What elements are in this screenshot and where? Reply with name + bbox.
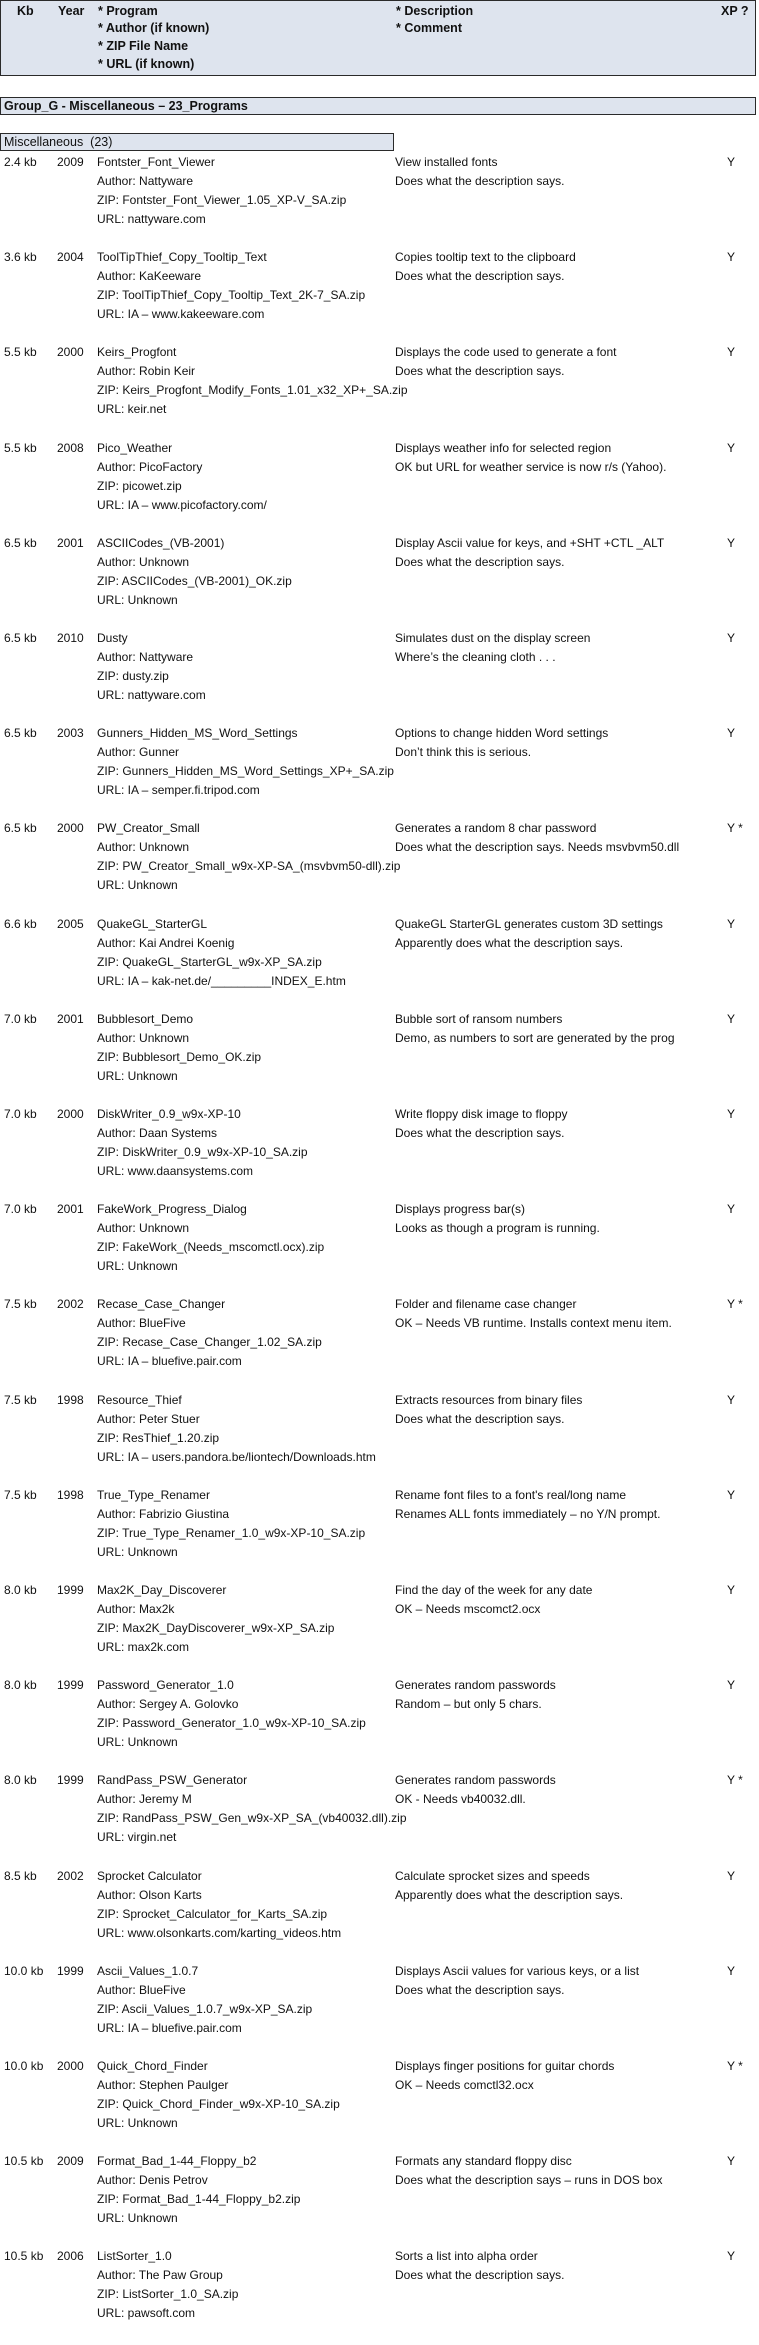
- entry-year: 2001: [57, 1202, 84, 1217]
- entry-program-name: DiskWriter_0.9_w9x-XP-10: [97, 1107, 241, 1121]
- entry-description: Find the day of the week for any date: [395, 1583, 593, 1597]
- program-entry: [0, 724, 759, 819]
- entry-year: 2000: [57, 1107, 84, 1121]
- entry-description: Generates random passwords: [395, 1773, 556, 1788]
- entry-description: Options to change hidden Word settings: [395, 726, 609, 741]
- entry-author: Author: Kai Andrei Koenig: [97, 935, 235, 950]
- entry-zip-file: ZIP: Password_Generator_1.0_w9x-XP-10_SA.zip: [97, 1716, 366, 1731]
- program-entry: [0, 2247, 759, 2342]
- entry-description: Displays finger positions for guitar chords: [395, 2059, 615, 2073]
- entry-zip-file: ZIP: ResThief_1.20.zip: [97, 1430, 220, 1445]
- entry-program-name: Sprocket Calculator: [97, 1868, 202, 1883]
- entry-program-name: Keirs_Progfont: [97, 345, 177, 360]
- entry-program-name: Recase_Case_Changer: [97, 1297, 226, 1312]
- entry-xp-status: Y *: [727, 1773, 743, 1788]
- entry-author: Author: Unknown: [97, 1221, 190, 1236]
- entry-author: Author: Gunner: [97, 745, 180, 760]
- program-entry: [0, 248, 759, 343]
- header-url: * URL (if known): [98, 57, 195, 71]
- entry-year: 1999: [57, 1678, 84, 1693]
- entry-year: 2008: [57, 440, 84, 455]
- entry-comment: OK - Needs vb40032.dll.: [395, 1792, 526, 1807]
- entry-comment: Random – but only 5 chars.: [395, 1697, 542, 1712]
- entry-program-name: Format_Bad_1-44_Floppy_b2: [97, 2154, 257, 2169]
- entry-xp-status: Y: [727, 1868, 736, 1883]
- entry-url: URL: keir.net: [97, 402, 167, 417]
- entry-author: Author: Jeremy M: [97, 1792, 192, 1807]
- entry-url: URL: Unknown: [97, 2211, 178, 2226]
- entry-author: Author: Stephen Paulger: [97, 2078, 229, 2092]
- program-entry: [0, 343, 759, 438]
- entry-comment: Don’t think this is serious.: [395, 745, 532, 760]
- entry-size: 7.5 kb: [4, 1297, 37, 1312]
- entry-url: URL: nattyware.com: [97, 212, 206, 226]
- entry-description: QuakeGL StarterGL generates custom 3D settings: [395, 916, 663, 931]
- header-description: * Description: [396, 4, 474, 18]
- entry-year: 2001: [57, 1011, 84, 1026]
- entry-url: URL: Unknown: [97, 1735, 178, 1750]
- entry-xp-status: Y: [727, 345, 736, 360]
- program-entry: [0, 2057, 759, 2152]
- entry-author: Author: Unknown: [97, 1030, 190, 1045]
- entry-year: 1999: [57, 1963, 84, 1978]
- entry-url: URL: IA – kak-net.de/_________INDEX_E.htm: [97, 973, 346, 988]
- entry-size: 5.5 kb: [4, 345, 37, 360]
- entry-size: 6.6 kb: [4, 916, 37, 931]
- entry-zip-file: ZIP: picowet.zip: [97, 478, 182, 493]
- entry-url: URL: Unknown: [97, 1259, 178, 1274]
- program-entry: [0, 1391, 759, 1486]
- program-entry: [0, 534, 759, 629]
- entry-author: Author: Unknown: [97, 554, 190, 569]
- entry-program-name: Fontster_Font_Viewer: [97, 155, 215, 169]
- entry-zip-file: ZIP: Max2K_DayDiscoverer_w9x-XP_SA.zip: [97, 1621, 335, 1635]
- entry-comment: Apparently does what the description says.: [395, 1887, 624, 1902]
- program-entry: [0, 629, 759, 724]
- entry-description: Simulates dust on the display screen: [395, 631, 591, 645]
- entry-xp-status: Y *: [727, 821, 743, 836]
- entry-description: Folder and filename case changer: [395, 1297, 577, 1312]
- entry-year: 2003: [57, 726, 84, 741]
- entry-size: 8.0 kb: [4, 1583, 37, 1597]
- entry-zip-file: ZIP: ListSorter_1.0_SA.zip: [97, 2287, 239, 2302]
- entry-description: Copies tooltip text to the clipboard: [395, 250, 576, 265]
- entry-year: 2001: [57, 535, 84, 550]
- entry-comment: Does what the description says.: [395, 174, 565, 188]
- entry-zip-file: ZIP: PW_Creator_Small_w9x-XP-SA_(msvbvm50-dll).zip: [97, 859, 401, 874]
- entry-comment: Does what the description says.: [395, 1982, 565, 1997]
- entry-zip-file: ZIP: Sprocket_Calculator_for_Karts_SA.zip: [97, 1906, 328, 1921]
- entry-url: URL: Unknown: [97, 1068, 178, 1083]
- entry-xp-status: Y: [727, 2154, 736, 2169]
- entry-size: 6.5 kb: [4, 821, 37, 836]
- entry-comment: OK but URL for weather service is now r/s (Yahoo).: [395, 459, 667, 474]
- entry-xp-status: Y: [727, 1487, 736, 1502]
- program-entry: [0, 439, 759, 534]
- entry-description: Displays Ascii values for various keys, or a list: [395, 1963, 640, 1978]
- entry-year: 2002: [57, 1297, 84, 1312]
- entry-comment: OK – Needs mscomct2.ocx: [395, 1602, 541, 1616]
- entry-url: URL: IA – semper.fi.tripod.com: [97, 783, 260, 798]
- entry-size: 7.0 kb: [4, 1202, 37, 1217]
- entry-zip-file: ZIP: Format_Bad_1-44_Floppy_b2.zip: [97, 2192, 301, 2207]
- entry-zip-file: ZIP: Bubblesort_Demo_OK.zip: [97, 1049, 262, 1064]
- entry-size: 7.5 kb: [4, 1392, 37, 1407]
- header-comment: * Comment: [396, 21, 462, 35]
- entry-zip-file: ZIP: dusty.zip: [97, 669, 169, 683]
- entry-size: 10.5 kb: [4, 2249, 44, 2264]
- entry-size: 6.5 kb: [4, 535, 37, 550]
- entry-year: 2005: [57, 916, 84, 931]
- entry-program-name: ASCIICodes_(VB-2001): [97, 535, 225, 550]
- header-year: Year: [58, 4, 85, 18]
- entry-xp-status: Y: [727, 1583, 736, 1597]
- entry-size: 6.5 kb: [4, 726, 37, 741]
- column-header-box: [0, 0, 756, 76]
- entry-xp-status: Y: [727, 1202, 736, 1217]
- entry-xp-status: Y: [727, 535, 736, 550]
- entry-author: Author: The Paw Group: [97, 2268, 223, 2283]
- entry-url: URL: IA – users.pandora.be/liontech/Downloads.htm: [97, 1449, 376, 1464]
- entry-url: URL: Unknown: [97, 592, 178, 607]
- entry-size: 6.5 kb: [4, 631, 37, 645]
- entry-zip-file: ZIP: FakeWork_(Needs_mscomctl.ocx).zip: [97, 1240, 325, 1255]
- entry-xp-status: Y: [727, 1963, 736, 1978]
- entry-description: Formats any standard floppy disc: [395, 2154, 572, 2169]
- entry-url: URL: IA – bluefive.pair.com: [97, 2020, 242, 2035]
- entry-url: URL: virgin.net: [97, 1830, 177, 1845]
- entry-comment: Renames ALL fonts immediately – no Y/N prompt.: [395, 1506, 661, 1521]
- entry-url: URL: IA – www.picofactory.com/: [97, 497, 267, 512]
- entry-url: URL: www.olsonkarts.com/karting_videos.htm: [97, 1925, 342, 1940]
- entry-description: Calculate sprocket sizes and speeds: [395, 1868, 590, 1883]
- entry-size: 10.0 kb: [4, 2059, 44, 2073]
- entry-zip-file: ZIP: Recase_Case_Changer_1.02_SA.zip: [97, 1335, 322, 1350]
- entry-year: 2002: [57, 1868, 84, 1883]
- entry-xp-status: Y *: [727, 2059, 743, 2073]
- header-program: * Program: [98, 4, 158, 18]
- program-entry: [0, 1581, 759, 1676]
- entry-url: URL: Unknown: [97, 1544, 178, 1559]
- entry-zip-file: ZIP: True_Type_Renamer_1.0_w9x-XP-10_SA.zip: [97, 1525, 366, 1540]
- entry-description: Generates random passwords: [395, 1678, 556, 1693]
- entry-description: Displays the code used to generate a font: [395, 345, 617, 360]
- entry-program-name: RandPass_PSW_Generator: [97, 1773, 248, 1788]
- entry-size: 7.0 kb: [4, 1011, 37, 1026]
- entry-year: 1998: [57, 1392, 84, 1407]
- entry-size: 7.5 kb: [4, 1487, 37, 1502]
- entry-year: 1999: [57, 1773, 84, 1788]
- header-author: * Author (if known): [98, 21, 210, 35]
- entry-xp-status: Y: [727, 250, 736, 265]
- program-entry: [0, 1867, 759, 1962]
- entry-author: Author: Olson Karts: [97, 1887, 202, 1902]
- entry-url: URL: nattyware.com: [97, 688, 206, 702]
- entry-zip-file: ZIP: Fontster_Font_Viewer_1.05_XP-V_SA.zip: [97, 193, 347, 207]
- entry-description: Extracts resources from binary files: [395, 1392, 583, 1407]
- entry-url: URL: pawsoft.com: [97, 2306, 196, 2321]
- entry-program-name: Max2K_Day_Discoverer: [97, 1583, 227, 1597]
- program-entry: [0, 1200, 759, 1295]
- entry-author: Author: Unknown: [97, 840, 190, 855]
- entry-zip-file: ZIP: QuakeGL_StarterGL_w9x-XP_SA.zip: [97, 954, 322, 969]
- entry-url: URL: max2k.com: [97, 1640, 190, 1654]
- entry-xp-status: Y: [727, 155, 736, 169]
- entry-description: Generates a random 8 char password: [395, 821, 597, 836]
- entry-zip-file: ZIP: ToolTipThief_Copy_Tooltip_Text_2K-7_SA.zip: [97, 288, 366, 303]
- entry-program-name: Resource_Thief: [97, 1392, 182, 1407]
- entry-size: 5.5 kb: [4, 440, 37, 455]
- entry-url: URL: IA – bluefive.pair.com: [97, 1354, 242, 1369]
- entry-description: Displays progress bar(s): [395, 1202, 526, 1217]
- entry-comment: Does what the description says.: [395, 364, 565, 379]
- entry-author: Author: Peter Stuer: [97, 1411, 200, 1426]
- entry-url: URL: Unknown: [97, 878, 178, 893]
- entry-author: Author: Robin Keir: [97, 364, 196, 379]
- entry-zip-file: ZIP: Gunners_Hidden_MS_Word_Settings_XP+_SA.zip: [97, 764, 394, 779]
- entry-size: 10.5 kb: [4, 2154, 44, 2169]
- entry-program-name: Gunners_Hidden_MS_Word_Settings: [97, 726, 298, 741]
- entry-year: 2000: [57, 821, 84, 836]
- entry-xp-status: Y: [727, 2249, 736, 2264]
- entry-year: 1999: [57, 1583, 84, 1597]
- entry-author: Author: BlueFive: [97, 1982, 186, 1997]
- entry-author: Author: Nattyware: [97, 650, 194, 664]
- program-entry: [0, 819, 759, 914]
- entry-program-name: QuakeGL_StarterGL: [97, 916, 208, 931]
- entry-year: 2010: [57, 631, 84, 645]
- entry-xp-status: Y: [727, 440, 736, 455]
- entry-url: URL: www.daansystems.com: [97, 1164, 254, 1178]
- entry-size: 2.4 kb: [4, 155, 37, 169]
- entry-author: Author: Sergey A. Golovko: [97, 1697, 239, 1712]
- entry-description: View installed fonts: [395, 155, 498, 169]
- program-entry: [0, 1010, 759, 1105]
- entry-zip-file: ZIP: DiskWriter_0.9_w9x-XP-10_SA.zip: [97, 1145, 308, 1159]
- entry-xp-status: Y: [727, 916, 736, 931]
- entry-comment: Does what the description says.: [395, 269, 565, 284]
- entry-comment: Does what the description says.: [395, 1411, 565, 1426]
- entry-comment: Does what the description says.: [395, 554, 565, 569]
- entry-year: 2006: [57, 2249, 84, 2264]
- header-kb: Kb: [17, 4, 34, 18]
- program-entry: [0, 1295, 759, 1390]
- entry-program-name: Ascii_Values_1.0.7: [97, 1963, 199, 1978]
- entry-author: Author: Nattyware: [97, 174, 194, 188]
- entry-program-name: Bubblesort_Demo: [97, 1011, 194, 1026]
- entry-year: 2009: [57, 2154, 84, 2169]
- entry-year: 2004: [57, 250, 84, 265]
- entry-size: 8.0 kb: [4, 1773, 37, 1788]
- program-entry: [0, 153, 759, 248]
- entry-program-name: ListSorter_1.0: [97, 2249, 172, 2264]
- entry-description: Sorts a list into alpha order: [395, 2249, 538, 2264]
- entry-year: 1998: [57, 1487, 84, 1502]
- program-entry: [0, 1771, 759, 1866]
- program-entry: [0, 1486, 759, 1581]
- entry-author: Author: KaKeeware: [97, 269, 202, 284]
- program-entry: [0, 915, 759, 1010]
- entry-year: 2009: [57, 155, 84, 169]
- entry-description: Write floppy disk image to floppy: [395, 1107, 568, 1121]
- entry-year: 2000: [57, 2059, 84, 2073]
- program-entry: [0, 1676, 759, 1771]
- entry-program-name: Password_Generator_1.0: [97, 1678, 234, 1693]
- program-entry: [0, 1962, 759, 2057]
- entry-comment: Does what the description says – runs in DOS box: [395, 2173, 663, 2188]
- entry-description: Rename font files to a font's real/long name: [395, 1487, 627, 1502]
- entry-comment: Where’s the cleaning cloth . . .: [395, 650, 556, 664]
- entry-comment: Looks as though a program is running.: [395, 1221, 600, 1236]
- entry-zip-file: ZIP: Quick_Chord_Finder_w9x-XP-10_SA.zip: [97, 2097, 340, 2111]
- entry-zip-file: ZIP: ASCIICodes_(VB-2001)_OK.zip: [97, 573, 292, 588]
- entry-year: 2000: [57, 345, 84, 360]
- entry-comment: Apparently does what the description says.: [395, 935, 624, 950]
- group-title: Group_G - Miscellaneous – 23_Programs: [0, 97, 756, 115]
- entry-program-name: Quick_Chord_Finder: [97, 2059, 208, 2073]
- entry-program-name: Pico_Weather: [97, 440, 173, 455]
- entry-program-name: PW_Creator_Small: [97, 821, 200, 836]
- header-xp: XP ?: [721, 4, 749, 18]
- entry-size: 8.5 kb: [4, 1868, 37, 1883]
- entry-program-name: FakeWork_Progress_Dialog: [97, 1202, 247, 1217]
- entry-size: 3.6 kb: [4, 250, 37, 265]
- entry-xp-status: Y *: [727, 1297, 743, 1312]
- entry-comment: Does what the description says.: [395, 2268, 565, 2283]
- entry-xp-status: Y: [727, 631, 736, 645]
- entry-url: URL: Unknown: [97, 2116, 178, 2130]
- entry-xp-status: Y: [727, 1678, 736, 1693]
- program-entry: [0, 2152, 759, 2247]
- entry-author: Author: Fabrizio Giustina: [97, 1506, 230, 1521]
- entry-zip-file: ZIP: RandPass_PSW_Gen_w9x-XP_SA_(vb40032.dll).zip: [97, 1811, 407, 1826]
- entry-comment: Does what the description says. Needs msvbvm50.dll: [395, 840, 680, 855]
- entry-comment: Demo, as numbers to sort are generated by the prog: [395, 1030, 675, 1045]
- entry-program-name: Dusty: [97, 631, 128, 645]
- entry-description: Bubble sort of ransom numbers: [395, 1011, 563, 1026]
- program-entry: [0, 1105, 759, 1200]
- header-zip: * ZIP File Name: [98, 39, 189, 53]
- entry-comment: OK – Needs comctl32.ocx: [395, 2078, 534, 2092]
- entry-zip-file: ZIP: Ascii_Values_1.0.7_w9x-XP_SA.zip: [97, 2001, 313, 2016]
- entry-author: Author: Denis Petrov: [97, 2173, 208, 2188]
- entry-program-name: ToolTipThief_Copy_Tooltip_Text: [97, 250, 267, 265]
- entry-author: Author: BlueFive: [97, 1316, 186, 1331]
- entry-xp-status: Y: [727, 726, 736, 741]
- entry-xp-status: Y: [727, 1107, 736, 1121]
- entry-xp-status: Y: [727, 1392, 736, 1407]
- entry-comment: OK – Needs VB runtime. Installs context menu item.: [395, 1316, 672, 1331]
- entry-description: Displays weather info for selected region: [395, 440, 612, 455]
- entry-author: Author: Max2k: [97, 1602, 175, 1616]
- entry-program-name: True_Type_Renamer: [97, 1487, 210, 1502]
- entry-xp-status: Y: [727, 1011, 736, 1026]
- entry-size: 10.0 kb: [4, 1963, 44, 1978]
- entry-comment: Does what the description says.: [395, 1126, 565, 1140]
- entry-author: Author: Daan Systems: [97, 1126, 218, 1140]
- entry-size: 7.0 kb: [4, 1107, 37, 1121]
- entry-url: URL: IA – www.kakeeware.com: [97, 307, 265, 322]
- entry-author: Author: PicoFactory: [97, 459, 203, 474]
- entry-size: 8.0 kb: [4, 1678, 37, 1693]
- entry-description: Display Ascii value for keys, and +SHT +CTL _ALT: [395, 535, 665, 550]
- entry-zip-file: ZIP: Keirs_Progfont_Modify_Fonts_1.01_x32_XP+_SA.zip: [97, 383, 408, 398]
- section-title: Miscellaneous (23): [0, 133, 394, 151]
